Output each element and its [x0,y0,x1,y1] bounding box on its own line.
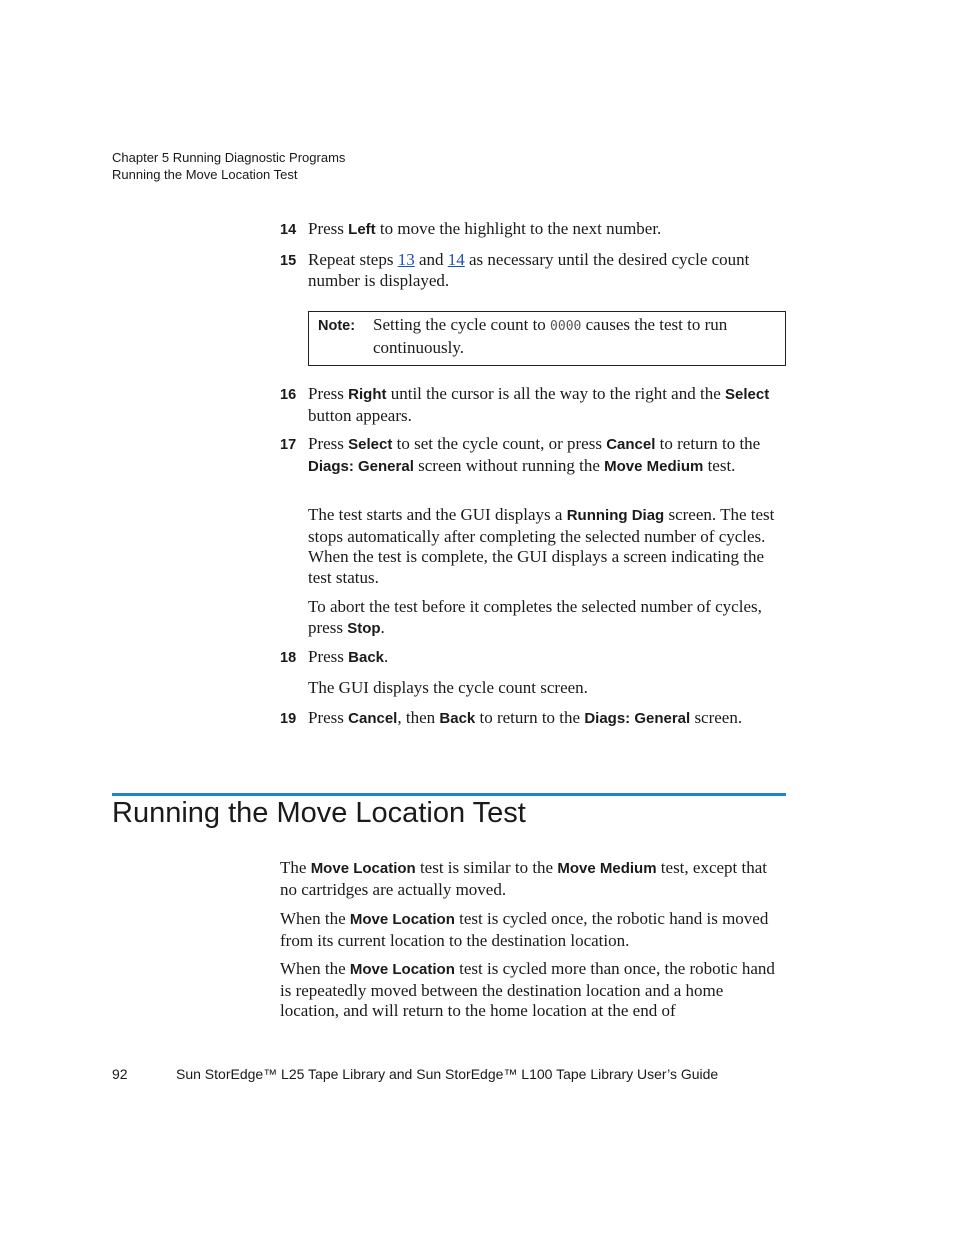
step-text: , then [397,708,440,727]
test-name-move-location: Move Location [349,911,455,928]
step-text: . [384,647,389,666]
step-text: until the cursor is all the way to the right and the [386,384,725,403]
step-text: button appears. [308,405,412,425]
step-17-abort-paragraph [308,597,790,639]
step-text: Press [308,647,349,666]
step-number: 17 [280,437,297,453]
para-text: test is similar to the [415,858,558,877]
para-text: When the [280,959,350,978]
step-number: 14 [280,222,297,238]
note-text-part: causes the test to run continuously. [373,315,728,357]
step-text: Press [308,384,349,403]
step-14 [280,219,790,241]
screen-name-diags-general: Diags: General [584,710,691,727]
step-text: Press [308,219,349,238]
button-name-right: Right [348,386,387,403]
para-text: To abort the test before it completes the selected number of cycles, press [308,597,762,637]
para-text: test, except that no cartridges are actually moved. [280,858,768,899]
step-18 [280,647,790,669]
para-text: The test starts and the GUI displays a [308,505,567,524]
test-name-move-medium: Move Medium [604,457,704,475]
section-paragraph-1 [280,858,785,900]
section-title: Running the Move Location Test [112,797,526,829]
para-text: test is cycled more than once, the robotic hand is repeatedly moved between the destination location and a home location, and will return to the home location at the end of [280,959,775,1020]
button-name-stop: Stop [347,619,381,637]
button-name-left: Left [348,221,376,238]
step-text: screen without running the [413,455,605,475]
step-14-link[interactable]: 14 [447,250,465,269]
cycle-count-code: 0000 [550,319,582,334]
step-text: Press [308,434,349,453]
para-text: . [380,617,385,637]
step-text: Press [308,708,349,727]
step-number: 16 [280,387,297,403]
button-name-select: Select [725,386,770,403]
button-name-cancel: Cancel [348,710,398,727]
test-name-move-medium: Move Medium [557,860,657,877]
para-text: screen. The test stops automatically after completing the selected number of cycles. When the test is complete, the GUI displays a screen indicating the test status. [308,505,775,587]
note-text [373,315,778,358]
test-name-move-location: Move Location [349,961,455,978]
section-paragraph-3 [280,959,785,1022]
step-text: to return to the [475,708,585,727]
page-number: 92 [112,1066,128,1082]
footer-title: Sun StorEdge™ L25 Tape Library and Sun StorEdge™ L100 Tape Library User’s Guide [176,1066,719,1082]
section-paragraph-2 [280,909,785,951]
step-19 [280,708,790,730]
running-header [112,149,345,183]
step-text: and [414,250,448,269]
para-text: test is cycled once, the robotic hand is moved from its current location to the destination location. [280,909,769,950]
screen-name-diags-general: Diags: General [308,457,414,475]
step-number: 18 [280,650,297,666]
para-text: The [280,858,311,877]
step-18-result-paragraph: The GUI displays the cycle count screen. [308,678,588,697]
header-section: Running the Move Location Test [112,167,298,182]
para-text: When the [280,909,350,928]
button-name-select: Select [348,436,393,453]
step-17-result-paragraph [308,505,790,588]
note-label: Note: [318,318,356,334]
step-text: as necessary until the desired cycle count number is displayed. [308,250,750,290]
step-17 [280,434,790,477]
step-number: 19 [280,711,297,727]
step-16 [280,384,790,426]
step-text: Repeat steps [308,250,398,269]
step-text: to set the cycle count, or press [392,434,607,453]
button-name-cancel: Cancel [606,436,656,453]
step-text: to return to the [655,434,761,453]
note-text-part: Setting the cycle count to [373,315,551,334]
step-number: 15 [280,253,297,269]
button-name-back: Back [348,649,385,666]
note-box [308,311,786,366]
step-13-link[interactable]: 13 [397,250,415,269]
step-text: to move the highlight to the next number. [375,219,662,238]
step-text: test. [703,455,736,475]
button-name-back: Back [439,710,476,727]
screen-name-running-diag: Running Diag [566,507,665,524]
test-name-move-location: Move Location [310,860,416,877]
step-text: screen. [690,708,743,727]
step-15 [280,250,790,291]
header-chapter: Chapter 5 Running Diagnostic Programs [112,150,346,165]
